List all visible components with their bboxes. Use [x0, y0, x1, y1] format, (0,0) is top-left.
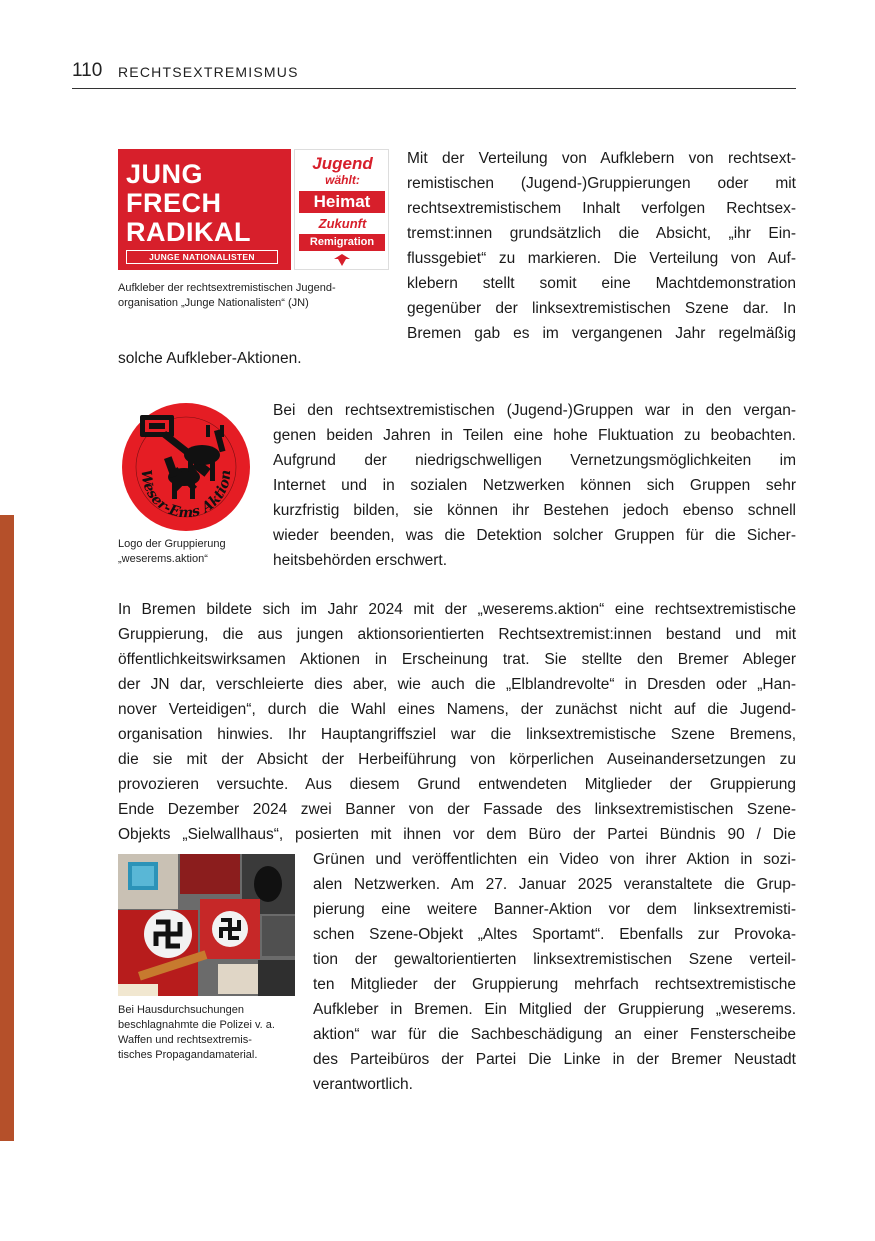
text-line: öffentlichkeitswirksamen Aktionen in Erscheinung trat. Sie stellte den Bremer Ableger — [118, 651, 796, 668]
text-line: Objekts „Sielwallhaus“, posierten mit ihnen vor dem Büro der Partei Bündnis 90 / Die — [118, 826, 796, 843]
sticker-line: wählt: — [325, 173, 360, 187]
text-line: aktion“ war für die Sachbeschädigung an einer Fensterscheibe — [313, 1026, 796, 1043]
text-line: Aufkleber in Bremen. Ein Mitglied der Gruppierung „weserems. — [313, 1001, 796, 1018]
caption-line: Bei Hausdurchsuchungen — [118, 1004, 244, 1016]
sticker-line: Jugend — [312, 154, 373, 173]
text-line: ten Mitglieder der Gruppierung mehrfach rechtsextremistische — [313, 976, 796, 993]
caption-line: Logo der Gruppierung — [118, 538, 226, 550]
text-line: In Bremen bildete sich im Jahr 2024 mit der „weserems.aktion“ eine rechtsextremistische — [118, 601, 796, 618]
sticker-line: Remigration — [299, 234, 385, 251]
page-header — [72, 58, 796, 89]
sticker-jugend-waehlt — [294, 149, 389, 270]
sticker-line: Zukunft — [318, 216, 367, 231]
text-line: Mit der Verteilung von Aufklebern von rechtsext- — [407, 150, 796, 167]
sticker-subline: JUNGE NATIONALISTEN — [126, 250, 278, 264]
text-line: des Parteibüros der Partei Die Linke in der Bremer Neustadt — [313, 1051, 796, 1068]
chapter-side-bar — [0, 515, 14, 1141]
text-line: schen Szene-Objekt „Altes Sportamt“. Ebenfalls zur Provoka- — [313, 926, 796, 943]
text-line: genen beiden Jahren in Teilen eine hohe Fluktuation zu beobachten. — [273, 427, 796, 444]
sticker-line: FRECH — [126, 188, 222, 218]
text-line: alen Netzwerken. Am 27. Januar 2025 veranstaltete die Grup- — [313, 876, 796, 893]
text-line: gegenüber der linksextremistischen Szene dar. In — [407, 300, 796, 317]
text-line: Gruppierung, die aus jungen aktionsorientierten Rechtsextremist:innen bestand und mit — [118, 626, 796, 643]
text-line: Bei den rechtsextremistischen (Jugend-)Gruppen war in den vergan- — [273, 402, 796, 419]
text-line: tremst:innen grundsätzlich die Absicht, „ihr Ein- — [407, 225, 796, 242]
sticker-line: Heimat — [299, 191, 385, 213]
page-number: 110 — [72, 60, 103, 81]
caption-line: organisation „Junge Nationalisten“ (JN) — [118, 297, 309, 309]
text-line: verantwortlich. — [313, 1076, 413, 1093]
text-line: Internet und in sozialen Netzwerken können sich Gruppen sehr — [273, 477, 796, 494]
logo-text: Weser-Ems Aktion — [137, 468, 235, 522]
text-line: heitsbehörden erschwert. — [273, 552, 448, 569]
caption-line: Aufkleber der rechtsextremistischen Jugend- — [118, 282, 336, 294]
sticker-line: RADIKAL — [126, 217, 251, 247]
text-line: die sie mit der Absicht der Herbeiführung von körperlichen Auseinandersetzungen zu — [118, 751, 796, 768]
text-line: Bremen gab es im vergangenen Jahr regelmäßig — [407, 325, 796, 342]
text-line: flussgebiet“ zu markieren. Die Verteilung von Auf- — [407, 250, 796, 267]
seized-material-photo — [118, 854, 295, 996]
text-line: rechtsextremistischem Inhalt verfolgen Rechtsex- — [407, 200, 796, 217]
paragraph-actions — [313, 847, 796, 1097]
weserems-logo-image — [120, 401, 252, 533]
text-line: klebern stellt somit eine Machtdemonstration — [407, 275, 796, 292]
text-line: remistischen (Jugend-)Gruppierungen oder mit — [407, 175, 796, 192]
caption-photo — [118, 1003, 308, 1063]
eagle-icon — [333, 253, 351, 267]
text-line: pierung eine weitere Banner-Aktion vor dem linksextremisti- — [313, 901, 796, 918]
sticker-jung-frech-radikal — [118, 149, 291, 270]
caption-line: „weserems.aktion“ — [118, 553, 208, 565]
text-line: Grünen und veröffentlichten ein Video von ihrer Aktion in sozi- — [313, 851, 796, 868]
caption-logo — [118, 537, 268, 567]
caption-line: tisches Propagandamaterial. — [118, 1049, 258, 1061]
caption-stickers — [118, 281, 398, 311]
text-line: provozieren versuchte. Aus diesem Grund entwendeten Mitglieder der Gruppierung — [118, 776, 796, 793]
text-line: nover Verteidigen“, durch die Wahl eines Namens, der zunächst nicht auf die Jugend- — [118, 701, 796, 718]
text-line: tion der gewaltorientierten linksextremistischen Szene verteil- — [313, 951, 796, 968]
text-line: Aufgrund der niedrigschwelligen Vernetzungsmöglichkeiten im — [273, 452, 796, 469]
caption-line: Waffen und rechtsextremis- — [118, 1034, 252, 1046]
paragraph-weserems — [118, 597, 796, 847]
text-line: wieder beenden, was die Detektion solcher Gruppen für die Sicher- — [273, 527, 796, 544]
text-line: kurzfristig bilden, sie können ihr Bestehen jedoch ebenso schnell — [273, 502, 796, 519]
text-line: Ende Dezember 2024 zwei Banner von der Fassade des linksextremistischen Szene- — [118, 801, 796, 818]
running-title: RECHTSEXTREMISMUS — [118, 64, 299, 80]
text-line: organisation hinwies. Ihr Hauptangriffsziel war die linksextremistische Szene Bremens, — [118, 726, 796, 743]
caption-line: beschlagnahmte die Polizei v. a. — [118, 1019, 275, 1031]
sticker-line: JUNG — [126, 159, 204, 189]
text-line: der JN dar, verschleierte dies aber, wie auch die „Elblandrevolte“ in Dresden oder „Han- — [118, 676, 796, 693]
paragraph-stickers — [407, 146, 796, 346]
paragraph-fluctuation — [273, 398, 796, 573]
paragraph-stickers-tail — [118, 346, 518, 371]
text-line: solche Aufkleber-Aktionen. — [118, 350, 302, 367]
